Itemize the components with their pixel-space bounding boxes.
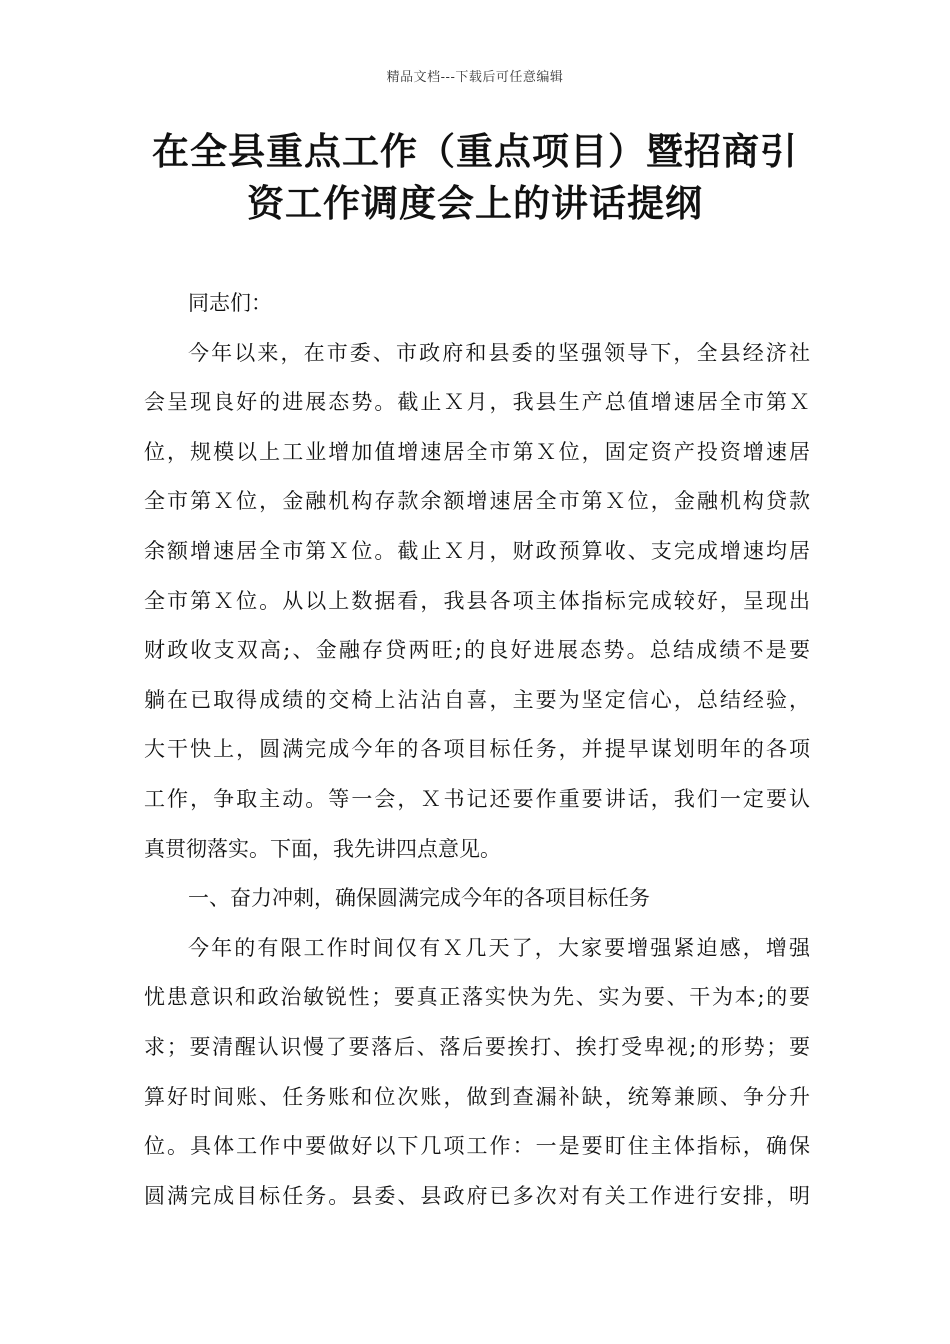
paragraph-1-line: 会呈现良好的进展态势。截止Ｘ月，我县生产总值增速居全市第Ｘ [144, 390, 810, 415]
title-line-1: 在全县重点工作（重点项目）暨招商引 [152, 130, 798, 173]
title-line-2: 资工作调度会上的讲话提纲 [247, 182, 703, 225]
paragraph-1-line: 躺在已取得成绩的交椅上沾沾自喜，主要为坚定信心，总结经验， [144, 687, 810, 712]
paragraph-2-line: 圆满完成目标任务。县委、县政府已多次对有关工作进行安排，明 [144, 1183, 810, 1208]
paragraph-1-line: 真贯彻落实。下面，我先讲四点意见。 [144, 836, 501, 861]
paragraph-2-line: 今年的有限工作时间仅有Ｘ几天了，大家要增强紧迫感，增强 [188, 935, 810, 960]
greeting: 同志们： [188, 291, 272, 315]
paragraph-1-line: 财政收支双高;、金融存贷两旺;的良好进展态势。总结成绩不是要 [144, 638, 810, 663]
section-heading-1: 一、奋力冲刺，确保圆满完成今年的各项目标任务 [188, 886, 650, 911]
paragraph-1-line: 余额增速居全市第Ｘ位。截止Ｘ月，财政预算收、支完成增速均居 [144, 538, 810, 563]
paragraph-1-line: 工作，争取主动。等一会，Ｘ书记还要作重要讲话，我们一定要认 [144, 786, 810, 811]
paragraph-1-line: 今年以来，在市委、市政府和县委的坚强领导下，全县经济社 [188, 340, 810, 365]
paragraph-2-line: 求；要清醒认识慢了要落后、落后要挨打、挨打受卑视;的形势；要 [144, 1034, 810, 1059]
paragraph-1-line: 位，规模以上工业增加值增速居全市第Ｘ位，固定资产投资增速居 [144, 439, 810, 464]
document-title [120, 126, 830, 230]
paragraph-2-line: 忧患意识和政治敏锐性；要真正落实快为先、实为要、干为本;的要 [144, 985, 810, 1010]
paragraph-2-line: 位。具体工作中要做好以下几项工作：一是要盯住主体指标，确保 [144, 1134, 810, 1159]
header-note: 精品文档---下载后可任意编辑 [386, 70, 564, 85]
document-body [144, 279, 810, 1221]
paragraph-1-line: 大干快上，圆满完成今年的各项目标任务，并提早谋划明年的各项 [144, 737, 810, 762]
paragraph-1-line: 全市第Ｘ位，金融机构存款余额增速居全市第Ｘ位，金融机构贷款 [144, 489, 810, 514]
paragraph-2-line: 算好时间账、任务账和位次账，做到查漏补缺，统筹兼顾、争分升 [144, 1084, 810, 1109]
paragraph-1-line: 全市第Ｘ位。从以上数据看，我县各项主体指标完成较好，呈现出 [144, 588, 810, 613]
